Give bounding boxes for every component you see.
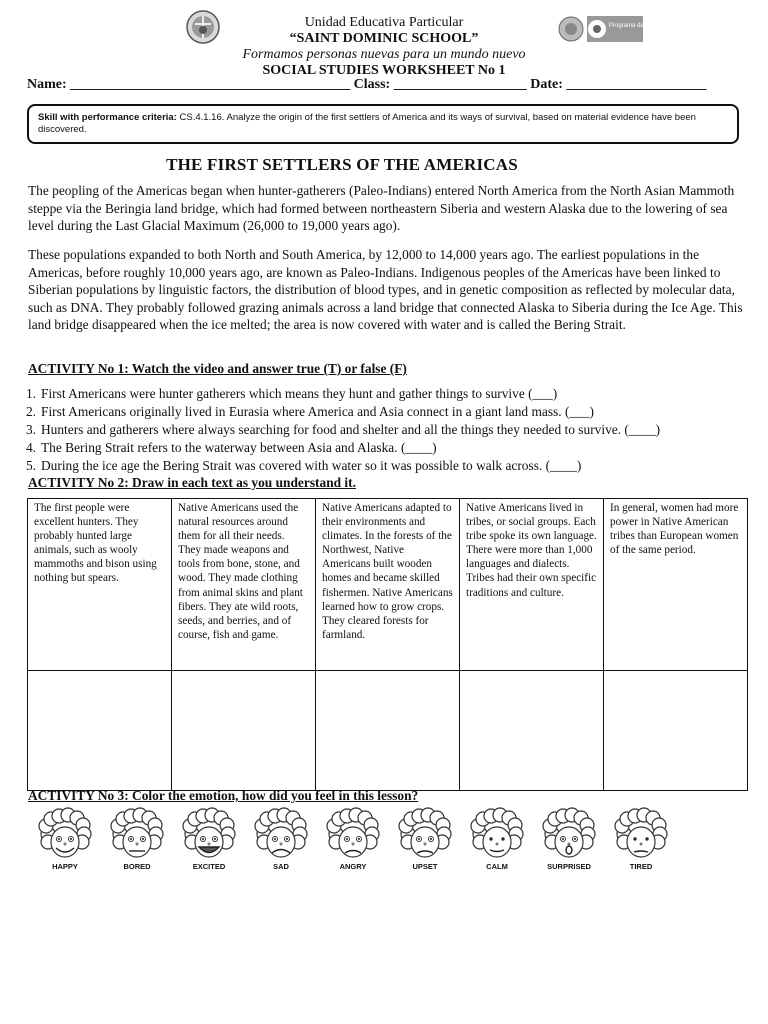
school-name: “SAINT DOMINIC SCHOOL” <box>289 31 479 46</box>
list-item[interactable]: 2. First Americans originally lived in Eurasia where America and Asia connect in a giant land mass. (___) <box>25 404 594 419</box>
skill-label: Skill with performance criteria: <box>38 112 177 123</box>
emotion-label: EXCITED <box>192 862 226 871</box>
face-upset-icon <box>399 812 451 862</box>
emotion-faces-row <box>30 812 680 878</box>
text-cell: Native Americans used the natural resources around them for all their needs. They made weapons and tools from bone, stone, and wood. They made clothing from animal skins and plant fibers. They ate wild roots, seeds, and berries, and of course, fish and game. <box>172 499 316 671</box>
emotion-label: TIRED <box>629 862 653 871</box>
emotion-upset[interactable] <box>390 812 460 871</box>
drawing-cell[interactable] <box>460 671 604 791</box>
skill-text: CS.4.1.16. Analyze the origin of the first settlers of America and its ways of survival, based on material evidence have been discovered. <box>38 112 696 135</box>
worksheet-title: SOCIAL STUDIES WORKSHEET No 1 <box>262 63 506 78</box>
emotion-surprised[interactable] <box>534 812 604 871</box>
face-bored-icon <box>111 812 163 862</box>
face-sad-icon <box>255 812 307 862</box>
activity-1-heading: ACTIVITY No 1: Watch the video and answer true (T) or false (F) <box>28 361 407 376</box>
emotion-label: CALM <box>486 862 508 871</box>
emotion-bored[interactable] <box>102 812 172 871</box>
page-title: THE FIRST SETTLERS OF THE AMERICAS <box>166 155 518 174</box>
face-surprised-icon <box>543 812 595 862</box>
list-item[interactable]: 4. The Bering Strait refers to the waterway between Asia and Alaska. (____) <box>25 440 437 455</box>
drawing-cell[interactable] <box>316 671 460 791</box>
emotion-label: SURPRISED <box>547 862 591 871</box>
ib-logo-text: Programa del Diploma <box>609 23 669 29</box>
list-item[interactable]: 5. During the ice age the Bering Strait was covered with water so it was possible to walk across. (____) <box>25 458 582 473</box>
emotion-angry[interactable] <box>318 812 388 871</box>
school-motto: Formamos personas nuevas para un mundo nuevo <box>242 47 526 62</box>
face-excited-icon <box>183 812 235 862</box>
intro-paragraph-1: The peopling of the Americas began when hunter-gatherers (Paleo-Indians) entered North America from the North Asian Mammoth steppe via the Beringia land bridge, which had formed between northeastern Siberia and western Alaska due to the lowering of sea level during the Last Glacial Maximum (26,000 to 19,000 years ago). <box>28 183 735 234</box>
activity-3-heading: ACTIVITY No 3: Color the emotion, how did you feel in this lesson? <box>28 788 419 803</box>
face-calm-icon <box>471 812 523 862</box>
emotion-label: HAPPY <box>52 862 78 871</box>
emotion-label: BORED <box>123 862 151 871</box>
face-angry-icon <box>327 812 379 862</box>
name-class-date-fields[interactable]: Name: ________________________________________ Class: ___________________ Date: ____________________ <box>27 77 707 92</box>
drawing-cell[interactable] <box>604 671 748 791</box>
emotion-label: ANGRY <box>339 862 367 871</box>
text-cell: Native Americans adapted to their environments and climates. In the forests of the Northwest, Native Americans built wooden homes and became skilled fishermen. Native Americans learned how to grow crops. They cleared forests for farmland. <box>316 499 460 671</box>
emotion-sad[interactable] <box>246 812 316 871</box>
intro-paragraph-2: These populations expanded to both North and South America, by 12,000 to 14,000 years ago. The earliest populations in the Americas, before roughly 10,000 years ago, are known as Paleo-Indians. Indigenous peoples of the Americas have been linked to Siberian populations by linguistic factors, the distribution of blood types, and in genetic composition as reflected by molecular data, such as DNA. They probably followed grazing animals across a land bridge that connected Alaska to Siberia during the Ice Age. This land bridge disappeared when the ice melted; the area is now covered with water and is called the Bering Strait. <box>28 247 743 333</box>
emotion-label: SAD <box>273 862 289 871</box>
list-item[interactable]: 1. First Americans were hunter gatherers which means they hunt and gather things to survive (___) <box>25 386 558 401</box>
face-tired-icon <box>615 812 667 862</box>
skill-criteria-box <box>27 104 739 144</box>
text-cell: Native Americans lived in tribes, or social groups. Each tribe spoke its own language. There were more than 1,000 languages and dialects. Tribes had their own specific traditions and culture. <box>460 499 604 671</box>
emotion-happy[interactable] <box>30 812 100 871</box>
face-happy-icon <box>39 812 91 862</box>
drawing-table <box>27 498 748 791</box>
text-cell: In general, women had more power in Native American tribes than European women of the same period. <box>604 499 748 671</box>
school-line: Unidad Educativa Particular <box>304 15 464 30</box>
emotion-label: UPSET <box>412 862 438 871</box>
emotion-calm[interactable] <box>462 812 532 871</box>
text-cell: The first people were excellent hunters. They probably hunted large animals, such as wooly mammoths and bison using nothing but spears. <box>28 499 172 671</box>
list-item[interactable]: 3. Hunters and gatherers where always searching for food and shelter and all the things they needed to survive. (____) <box>25 422 661 437</box>
activity-2-heading: ACTIVITY No 2: Draw in each text as you understand it. <box>28 475 356 490</box>
drawing-cell[interactable] <box>172 671 316 791</box>
emotion-tired[interactable] <box>606 812 676 871</box>
emotion-excited[interactable] <box>174 812 244 871</box>
drawing-cell[interactable] <box>28 671 172 791</box>
